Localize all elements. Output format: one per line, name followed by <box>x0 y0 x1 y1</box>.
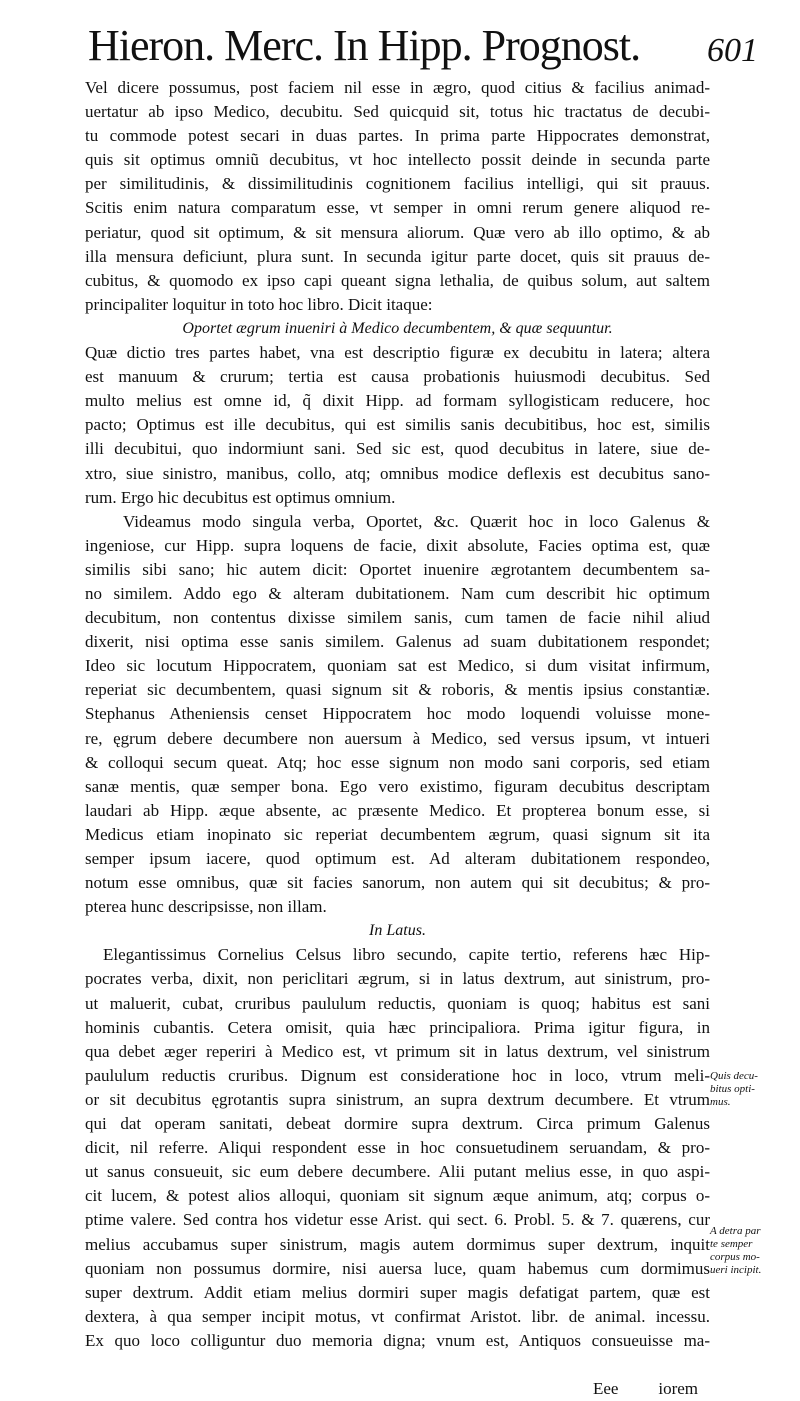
margin-note-line: corpus mo- <box>710 1251 760 1263</box>
text-line: ut sanus consueuit, sic eum debere decumbere. Alii putant melius esse, in quo aspi- <box>85 1162 710 1182</box>
text-line: hominis cubantis. Cetera omisit, quia hæc principaliora. Prima igitur figura, in <box>85 1017 710 1037</box>
margin-note-line: A detra par <box>710 1225 761 1237</box>
text-line: similis sibi sano; hic autem dicit: Oportet inuenire ægrotantem decumbentem sa- <box>85 559 710 579</box>
text-line: cit lucem, & potest alios alloqui, quoniam sit signum æque animum, atq; corpus o- <box>85 1186 710 1206</box>
running-title: Hieron. Merc. In Hipp. Prognost. <box>88 21 641 70</box>
text-line <box>85 1353 710 1377</box>
text-line: Elegantissimus Cornelius Celsus libro secundo, capite tertio, referens hæc Hip- <box>103 945 710 965</box>
text-line: Stephanus Atheniensis censet Hippocratem hoc modo loquendi voluisse mone- <box>85 704 710 724</box>
page-number: 601 <box>707 32 758 69</box>
margin-note <box>710 1225 798 1277</box>
text-line: illi decubitui, quo indormiunt sani. Sed sic est, quod decubitus in latere, siue de- <box>85 439 710 459</box>
body-text <box>85 76 710 1401</box>
text-line: pocrates verba, dixit, non periclitari ægrum, si in latus dextrum, aut sinistrum, pro- <box>85 969 710 989</box>
signature-line <box>85 1377 710 1401</box>
margin-note-line: te semper <box>710 1238 753 1250</box>
text-line: no similem. Addo ego & alteram dubitationem. Nam cum describit hic optimum <box>85 583 710 603</box>
text-line: multo melius est omne id, q̃ dixit Hipp. ad formam syllogisticam reducere, hoc <box>85 391 710 411</box>
text-line: decubitum, non contentus dixisse similem sanis, cum tamen de facie nihil aliud <box>85 608 710 628</box>
text-line: qua debet æger reperiri à Medico est, vt primum sit in latus dextrum, vel sinistrum <box>85 1041 710 1061</box>
text-line: Vel dicere possumus, post faciem nil esse in ægro, quod citius & facilius animad- <box>85 78 710 97</box>
text-line: sanæ mentis, quæ semper bona. Ego vero existimo, figuram decubitus descriptam <box>85 776 710 796</box>
text-line: quis sit optimus omniũ decubitus, vt hoc intellecto possit deinde in secunda parte <box>85 150 710 170</box>
text-line: Scitis enim natura comparatum esse, vt semper in omni rerum genere aliquod re- <box>85 198 710 218</box>
text-line: rum. Ergo hic decubitus est optimus omnium. <box>85 487 396 507</box>
text-line: per similitudinis, & dissimilitudinis cognitionem facilius intelligi, qui sit prauus. <box>85 174 710 194</box>
section-heading: In Latus. <box>369 922 426 940</box>
text-line: ut maluerit, cubat, cruribus paululum reductis, quoniam is quoq; habitus est sani <box>85 993 710 1013</box>
text-line: Medicus etiam inopinato sic reperiat decumbentem ægrum, quasi signum sit ita <box>85 824 710 844</box>
text-line: dicit, nil referre. Aliqui respondent esse in hoc consuetudinem seruandam, & pro- <box>85 1138 710 1158</box>
text-line: semper ipsum iacere, quod optimum est. Ad alteram dubitationem respondeo, <box>85 849 710 868</box>
text-line: ingeniose, cur Hipp. supra loquens de facie, dixit absolute, Facies optima est, quæ <box>85 535 710 555</box>
text-line: Ex quo loco colliguntur duo memoria digna; vnum est, Antiquos consueuisse ma- <box>85 1330 710 1350</box>
text-line: dixerit, nisi optima esse sanis similem. Galenus ad suam dubitationem respondet; <box>85 632 710 652</box>
margin-note-line: mus. <box>710 1096 731 1108</box>
lemma-heading: Oportet ægrum inueniri à Medico decumbentem, & quæ sequuntur. <box>182 319 613 337</box>
text-line: dextera, à qua semper incipit motus, vt confirmat Aristot. libr. de animal. incessu. <box>85 1306 710 1326</box>
text-line: illa mensura deficiunt, plura sunt. In secunda igitur parte docet, quis sit prauus de- <box>85 246 710 266</box>
margin-note <box>710 1070 798 1109</box>
text-line: cubitus, & quomodo ex ipso capi queant signa lethalia, de quibus solum, aut saltem <box>85 270 710 290</box>
text-line: or sit decubitus ęgrotantis supra sinistrum, an supra dextrum decumbere. Et vtrum <box>85 1089 710 1109</box>
text-line: pacto; Optimus est ille decubitus, qui est similis sanis decubitibus, hoc est, similis <box>85 415 710 435</box>
text-line: & colloqui secum queat. Atq; hoc esse signum non modo sani corporis, sed etiam <box>85 752 710 772</box>
text-line: Quæ dictio tres partes habet, vna est descriptio figuræ ex decubitu in latera; altera <box>85 343 710 363</box>
text-line: uertatur ab ipso Medico, decubitu. Sed quicquid sit, totus hic tractatus de decubi- <box>85 102 710 122</box>
text-line: re, ęgrum debere decumbere non auersum à Medico, sed versus ipsum, vt intueri <box>85 728 710 748</box>
text-line: tu commode potest secari in duas partes. In prima parte Hippocrates demonstrat, <box>85 126 710 146</box>
text-line: periatur, quod sit optimum, & sit mensura aliorum. Quæ vero ab illo optimo, & ab <box>85 222 710 242</box>
margin-note-line: Quis decu- <box>710 1070 758 1082</box>
text-line: principaliter loquitur in toto hoc libro. Dicit itaque: <box>85 294 433 314</box>
text-line: ptime valere. Sed contra hos videtur esse Arist. qui sect. 6. Probl. 5. & 7. quærens, cur <box>85 1210 710 1230</box>
text-line: notum esse omnibus, quæ sit facies sanorum, non autem qui sit decubitus; & pro- <box>85 873 710 893</box>
text-line: reperiat sic decumbentem, quasi signum sit & roboris, & mentis ipsius constantiæ. <box>85 680 710 700</box>
margin-note-line: bitus opti- <box>710 1083 755 1095</box>
text-line: Ideo sic locutum Hippocratem, quoniam sat est Medico, si dum visitat infirmum, <box>85 656 710 676</box>
text-line: qui dat operam sanitati, debeat dormire supra dextrum. Circa primum Galenus <box>85 1114 710 1134</box>
text-line: Videamus modo singula verba, Oportet, &c. Quærit hoc in loco Galenus & <box>123 511 710 531</box>
signature-mark: Eee <box>593 1379 619 1399</box>
page-header <box>88 14 760 72</box>
margin-note-line: ueri incipit. <box>710 1264 762 1276</box>
text-line: laudari ab Hipp. æque absente, ac præsente Medico. Et propterea bonum esse, si <box>85 800 710 820</box>
catchword: iorem <box>658 1379 698 1399</box>
text-line: super dextrum. Addit etiam melius dormiri super magis defatigat partem, quæ est <box>85 1282 710 1302</box>
text-line: xtro, siue sinistro, manibus, collo, atq; omnibus modice deflexis est decubitus sano- <box>85 463 710 483</box>
text-line: melius accubamus super sinistrum, magis autem dormimus super dextrum, inquit <box>85 1234 710 1254</box>
text-line: pterea hunc descripsisse, non illam. <box>85 897 327 917</box>
text-line: quoniam non possumus dormire, nisi auersa luce, quam habemus cum dormimus <box>85 1258 710 1278</box>
text-line: paululum reductis cruribus. Dignum est consideratione hoc in loco, vtrum meli- <box>85 1065 710 1085</box>
text-line: est manuum & crurum; tertia est causa probationis huiusmodi decubitus. Sed <box>85 367 710 387</box>
